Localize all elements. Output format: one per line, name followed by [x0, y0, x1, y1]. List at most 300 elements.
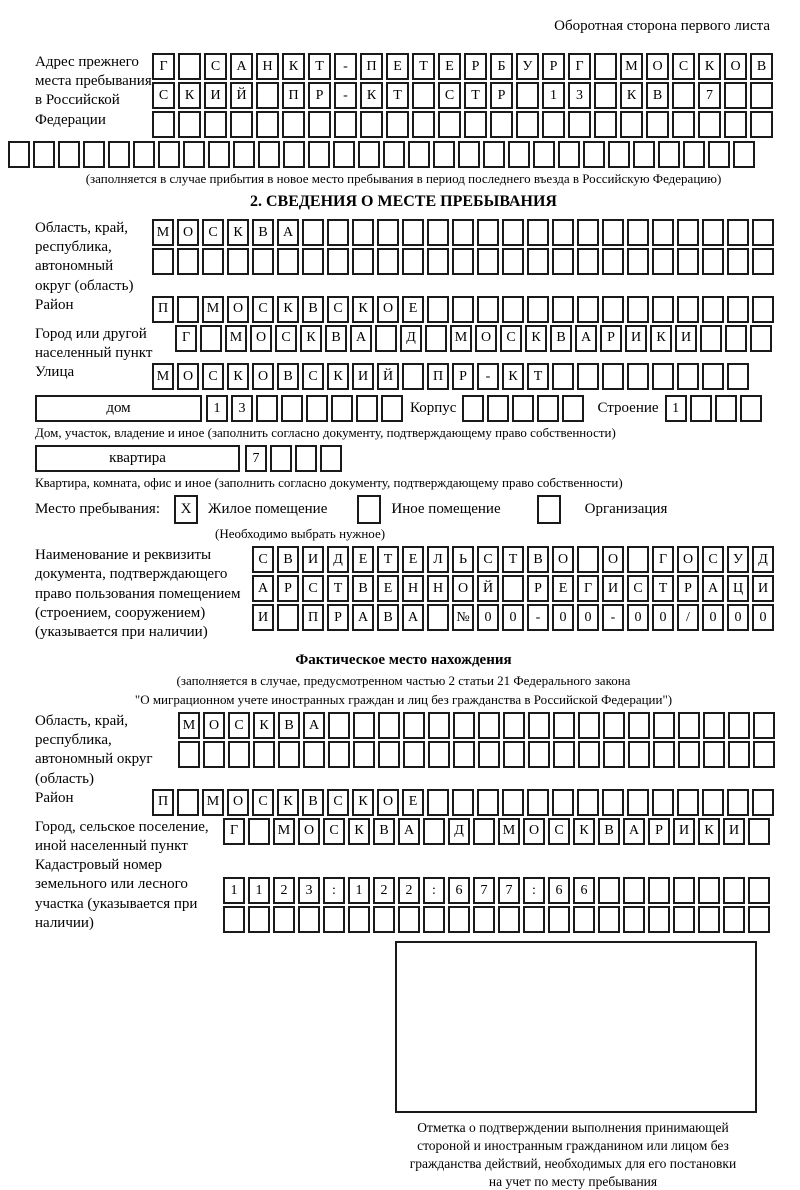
char-cell [375, 325, 397, 352]
char-cell: У [727, 546, 749, 573]
char-cell [427, 219, 449, 246]
char-cell [230, 111, 253, 138]
char-cell: В [527, 546, 549, 573]
char-cell [527, 789, 549, 816]
prev-address-block [35, 53, 772, 140]
char-cell [308, 111, 331, 138]
char-cell [377, 248, 399, 275]
char-cell [702, 363, 724, 390]
char-cell [477, 219, 499, 246]
char-cell [177, 296, 199, 323]
char-cell [398, 906, 420, 933]
char-cell: Б [490, 53, 513, 80]
prev-address-note: (заполняется в случае прибытия в новое место пребывания в период последнего въезда в Российскую Федерацию) [85, 171, 722, 186]
char-cell [633, 141, 655, 168]
char-cell: С [204, 53, 227, 80]
char-cell: Р [452, 363, 474, 390]
actual-district-row [152, 789, 777, 816]
street-block [35, 363, 772, 392]
char-cell [177, 248, 199, 275]
char-cell [503, 741, 525, 768]
char-cell: 1 [206, 395, 228, 422]
char-cell [277, 604, 299, 631]
char-cell [177, 789, 199, 816]
char-cell: С [202, 219, 224, 246]
char-cell [652, 363, 674, 390]
char-cell [548, 906, 570, 933]
char-cell: Г [175, 325, 197, 352]
char-cell [403, 741, 425, 768]
char-cell [573, 906, 595, 933]
char-cell [452, 789, 474, 816]
char-cell [328, 741, 350, 768]
char-cell: О [523, 818, 545, 845]
char-cell [700, 325, 722, 352]
char-cell [327, 248, 349, 275]
char-cell [702, 219, 724, 246]
char-cell: № [452, 604, 474, 631]
corner-note: Оборотная сторона первого листа [554, 18, 770, 34]
char-cell: О [203, 712, 225, 739]
char-cell: - [334, 53, 357, 80]
document-row-3 [252, 604, 777, 631]
char-cell: Е [377, 575, 399, 602]
char-cell [478, 741, 500, 768]
char-cell: 1 [223, 877, 245, 904]
char-cell [728, 741, 750, 768]
char-cell [258, 141, 280, 168]
actual-city-block [35, 818, 772, 856]
char-cell [702, 296, 724, 323]
char-cell [703, 741, 725, 768]
char-cell [353, 712, 375, 739]
char-cell: И [302, 546, 324, 573]
actual-region-row-1 [178, 712, 778, 739]
char-cell: С [438, 82, 461, 109]
char-cell: 7 [245, 445, 267, 472]
document-row-2 [252, 575, 777, 602]
prev-address-row-4 [8, 141, 772, 168]
char-cell [152, 248, 174, 275]
char-cell: О [177, 363, 199, 390]
char-cell [702, 248, 724, 275]
city-block [35, 325, 772, 363]
region-label: Область, край, республика, автономный округ (область) [35, 220, 134, 294]
char-cell [203, 741, 225, 768]
char-cell [453, 741, 475, 768]
char-cell: Р [542, 53, 565, 80]
char-cell [678, 741, 700, 768]
stay-type-label: Место пребывания: [35, 501, 160, 518]
char-cell: 7 [698, 82, 721, 109]
char-cell [533, 141, 555, 168]
char-cell: В [252, 219, 274, 246]
char-cell: М [152, 363, 174, 390]
char-cell [502, 296, 524, 323]
char-cell: С [323, 818, 345, 845]
char-cell [452, 296, 474, 323]
char-cell [652, 296, 674, 323]
char-cell [428, 712, 450, 739]
char-cell [298, 906, 320, 933]
char-cell: С [275, 325, 297, 352]
char-cell: Т [412, 53, 435, 80]
char-cell: : [523, 877, 545, 904]
char-cell [448, 906, 470, 933]
char-cell [673, 877, 695, 904]
char-cell [516, 111, 539, 138]
char-cell [537, 395, 559, 422]
char-cell [273, 906, 295, 933]
char-cell [623, 877, 645, 904]
char-cell [672, 82, 695, 109]
char-cell: Р [308, 82, 331, 109]
char-cell [677, 363, 699, 390]
cadastre-label: Кадастровый номер земельного или лесного участка (указывается при наличии) [35, 857, 198, 931]
char-cell [552, 296, 574, 323]
char-cell: А [398, 818, 420, 845]
char-cell: С [252, 546, 274, 573]
char-cell [753, 741, 775, 768]
char-cell [724, 111, 747, 138]
char-cell [327, 219, 349, 246]
char-cell [727, 248, 749, 275]
char-cell: О [298, 818, 320, 845]
char-cell: В [373, 818, 395, 845]
char-cell: М [202, 296, 224, 323]
char-cell: Г [223, 818, 245, 845]
char-cell: М [152, 219, 174, 246]
char-cell: 0 [652, 604, 674, 631]
char-cell: Н [402, 575, 424, 602]
char-cell [603, 741, 625, 768]
char-cell [402, 219, 424, 246]
char-cell: В [750, 53, 773, 80]
char-cell [583, 141, 605, 168]
char-cell [386, 111, 409, 138]
char-cell [652, 219, 674, 246]
char-cell: А [230, 53, 253, 80]
char-cell [334, 111, 357, 138]
char-cell [750, 111, 773, 138]
char-cell: - [527, 604, 549, 631]
char-cell [698, 877, 720, 904]
char-cell [473, 818, 495, 845]
char-cell [577, 248, 599, 275]
char-cell [358, 141, 380, 168]
char-cell [646, 111, 669, 138]
char-cell: Й [377, 363, 399, 390]
char-cell: Л [427, 546, 449, 573]
char-cell [577, 219, 599, 246]
char-cell [200, 325, 222, 352]
char-cell: 0 [727, 604, 749, 631]
stroenie-label: Строение [597, 400, 659, 417]
char-cell: И [204, 82, 227, 109]
char-cell [527, 296, 549, 323]
char-cell: В [598, 818, 620, 845]
char-cell [740, 395, 762, 422]
char-cell [673, 906, 695, 933]
char-cell [724, 82, 747, 109]
char-cell: К [348, 818, 370, 845]
char-cell [677, 296, 699, 323]
char-cell: С [228, 712, 250, 739]
char-cell [727, 789, 749, 816]
prev-address-row-1 [152, 53, 776, 80]
char-cell: К [650, 325, 672, 352]
char-cell [502, 575, 524, 602]
char-cell: К [698, 53, 721, 80]
char-cell [752, 248, 774, 275]
char-cell: Ь [452, 546, 474, 573]
char-cell [328, 712, 350, 739]
stamp-caption-line-2: стороной и иностранным гражданином или лицом без [417, 1138, 729, 1153]
char-cell [433, 141, 455, 168]
char-cell: 1 [348, 877, 370, 904]
flat-block [35, 445, 772, 474]
char-cell [672, 111, 695, 138]
actual-city-label: Город, сельское поселение, иной населенный пункт [35, 818, 209, 854]
char-cell [627, 546, 649, 573]
char-cell: А [303, 712, 325, 739]
char-cell: Р [527, 575, 549, 602]
char-cell: И [625, 325, 647, 352]
char-cell: 3 [568, 82, 591, 109]
char-cell: Д [448, 818, 470, 845]
char-cell [516, 82, 539, 109]
char-cell [652, 789, 674, 816]
char-cell [752, 789, 774, 816]
char-cell [277, 248, 299, 275]
char-cell [748, 906, 770, 933]
char-cell [648, 877, 670, 904]
char-cell: П [152, 296, 174, 323]
char-cell [562, 395, 584, 422]
char-cell [542, 111, 565, 138]
stay-option-residential-checkbox: X [174, 495, 198, 524]
char-cell: М [273, 818, 295, 845]
char-cell [452, 248, 474, 275]
char-cell: Е [386, 53, 409, 80]
char-cell [178, 53, 201, 80]
char-cell [202, 248, 224, 275]
char-cell [648, 906, 670, 933]
char-cell: Н [427, 575, 449, 602]
char-cell: К [227, 219, 249, 246]
char-cell: В [278, 712, 300, 739]
char-cell [412, 111, 435, 138]
char-cell [402, 363, 424, 390]
char-cell: Т [327, 575, 349, 602]
char-cell [256, 82, 279, 109]
char-cell: - [602, 604, 624, 631]
cadastre-cells [223, 856, 773, 935]
char-cell: О [677, 546, 699, 573]
char-cell [527, 248, 549, 275]
char-cell [248, 818, 270, 845]
char-cell [133, 141, 155, 168]
char-cell [228, 741, 250, 768]
char-cell: В [646, 82, 669, 109]
char-cell [748, 877, 770, 904]
char-cell [728, 712, 750, 739]
char-cell [627, 248, 649, 275]
char-cell [227, 248, 249, 275]
char-cell: Г [152, 53, 175, 80]
char-cell [677, 789, 699, 816]
actual-district-block [35, 789, 772, 818]
char-cell [252, 248, 274, 275]
char-cell: К [277, 789, 299, 816]
char-cell: 3 [298, 877, 320, 904]
char-cell [58, 141, 80, 168]
char-cell: К [360, 82, 383, 109]
char-cell: Т [502, 546, 524, 573]
char-cell [523, 906, 545, 933]
char-cell [378, 712, 400, 739]
char-cell [378, 741, 400, 768]
char-cell: К [178, 82, 201, 109]
char-cell [352, 248, 374, 275]
char-cell: Т [652, 575, 674, 602]
char-cell [108, 141, 130, 168]
char-cell [690, 395, 712, 422]
char-cell [281, 395, 303, 422]
char-cell: С [627, 575, 649, 602]
house-number-row [206, 395, 406, 422]
char-cell: 0 [577, 604, 599, 631]
actual-region-row-2 [178, 741, 778, 768]
char-cell [381, 395, 403, 422]
char-cell: И [675, 325, 697, 352]
district-row [152, 296, 777, 323]
char-cell [302, 248, 324, 275]
char-cell: Г [652, 546, 674, 573]
char-cell: 2 [373, 877, 395, 904]
char-cell: О [475, 325, 497, 352]
char-cell [678, 712, 700, 739]
char-cell [628, 741, 650, 768]
char-cell [702, 789, 724, 816]
char-cell [356, 395, 378, 422]
document-label: Наименование и реквизиты документа, подтверждающего право пользования помещением (строением, сооружением) (указывается при наличии) [35, 547, 241, 640]
char-cell [453, 712, 475, 739]
char-cell [438, 111, 461, 138]
char-cell: П [427, 363, 449, 390]
stamp-caption [353, 1119, 793, 1190]
char-cell: С [252, 296, 274, 323]
char-cell: К [300, 325, 322, 352]
char-cell: О [646, 53, 669, 80]
cadastre-block [35, 856, 772, 935]
char-cell [498, 906, 520, 933]
district-block [35, 296, 772, 325]
char-cell: 0 [752, 604, 774, 631]
char-cell: С [500, 325, 522, 352]
char-cell: Д [400, 325, 422, 352]
char-cell: О [177, 219, 199, 246]
char-cell [750, 82, 773, 109]
char-cell [423, 818, 445, 845]
char-cell: М [178, 712, 200, 739]
char-cell: 2 [273, 877, 295, 904]
char-cell [295, 445, 317, 472]
char-cell [552, 363, 574, 390]
char-cell: 0 [627, 604, 649, 631]
char-cell: 6 [573, 877, 595, 904]
char-cell: К [502, 363, 524, 390]
stamp-area-box [395, 941, 757, 1113]
char-cell [502, 219, 524, 246]
char-cell [527, 219, 549, 246]
char-cell: К [525, 325, 547, 352]
char-cell [478, 712, 500, 739]
char-cell [178, 741, 200, 768]
char-cell [627, 789, 649, 816]
char-cell: Е [402, 546, 424, 573]
char-cell: Р [327, 604, 349, 631]
char-cell: С [252, 789, 274, 816]
stay-option-organization-checkbox [537, 495, 561, 524]
char-cell: В [550, 325, 572, 352]
char-cell [377, 219, 399, 246]
char-cell [306, 395, 328, 422]
flat-caption: Квартира, комната, офис и иное (заполнить согласно документу, подтверждающему право собственности) [35, 475, 623, 491]
char-cell [703, 712, 725, 739]
char-cell [158, 141, 180, 168]
char-cell: Д [327, 546, 349, 573]
char-cell: М [498, 818, 520, 845]
char-cell: Ц [727, 575, 749, 602]
actual-district-label: Район [35, 789, 74, 806]
char-cell [653, 712, 675, 739]
char-cell [594, 53, 617, 80]
stamp-caption-line-1: Отметка о подтверждении выполнения принимающей [417, 1120, 729, 1136]
stay-option-organization-label: Организация [584, 501, 668, 518]
stay-option-other-label: Иное помещение [391, 501, 501, 518]
char-cell: О [252, 363, 274, 390]
char-cell: С [477, 546, 499, 573]
char-cell [464, 111, 487, 138]
char-cell [508, 141, 530, 168]
char-cell [360, 111, 383, 138]
char-cell: О [377, 296, 399, 323]
char-cell: К [352, 789, 374, 816]
char-cell: Р [600, 325, 622, 352]
document-block [35, 546, 772, 642]
char-cell [727, 219, 749, 246]
char-cell: О [724, 53, 747, 80]
prev-address-label: Адрес прежнего места пребывания в Российской Федерации [35, 54, 152, 128]
char-cell: О [377, 789, 399, 816]
char-cell [512, 395, 534, 422]
char-cell: : [423, 877, 445, 904]
char-cell: Г [577, 575, 599, 602]
char-cell: Е [402, 789, 424, 816]
char-cell: - [334, 82, 357, 109]
char-cell [183, 141, 205, 168]
stay-type-block [35, 495, 772, 524]
char-cell [708, 141, 730, 168]
char-cell [412, 82, 435, 109]
char-cell: К [573, 818, 595, 845]
char-cell [723, 877, 745, 904]
char-cell: В [302, 789, 324, 816]
house-block [35, 395, 772, 424]
char-cell [502, 789, 524, 816]
char-cell: 0 [552, 604, 574, 631]
